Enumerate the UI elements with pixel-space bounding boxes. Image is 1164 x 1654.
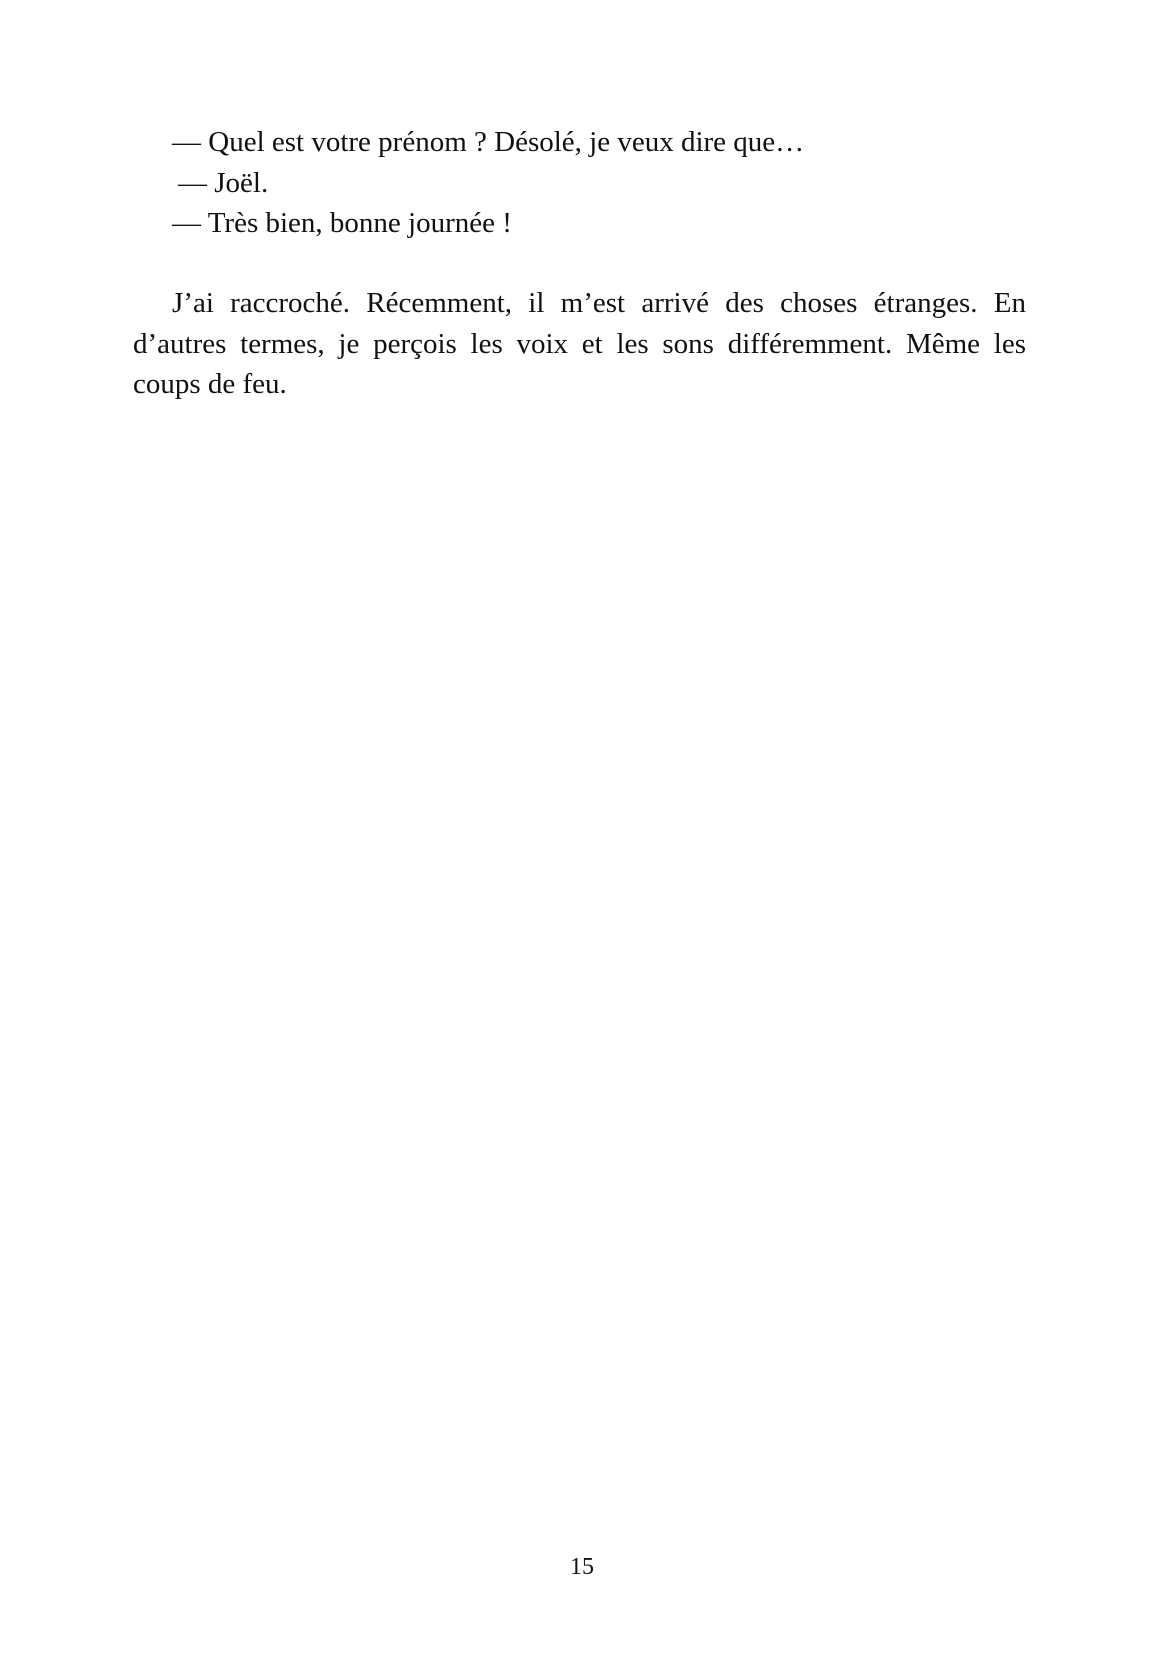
body-paragraph: J’ai raccroché. Récemment, il m’est arrivé des choses étranges. En d’autres termes, je perçois les voix et les sons différemment. Même les coups de feu. <box>133 287 1026 400</box>
dialogue-line: — Joël. <box>178 166 269 199</box>
dialogue-block <box>133 122 1026 244</box>
dialogue-line: — Quel est votre prénom ? Désolé, je veux dire que… <box>172 126 805 158</box>
page-number: 15 <box>570 1554 594 1580</box>
dialogue-line: — Très bien, bonne journée ! <box>172 207 512 239</box>
